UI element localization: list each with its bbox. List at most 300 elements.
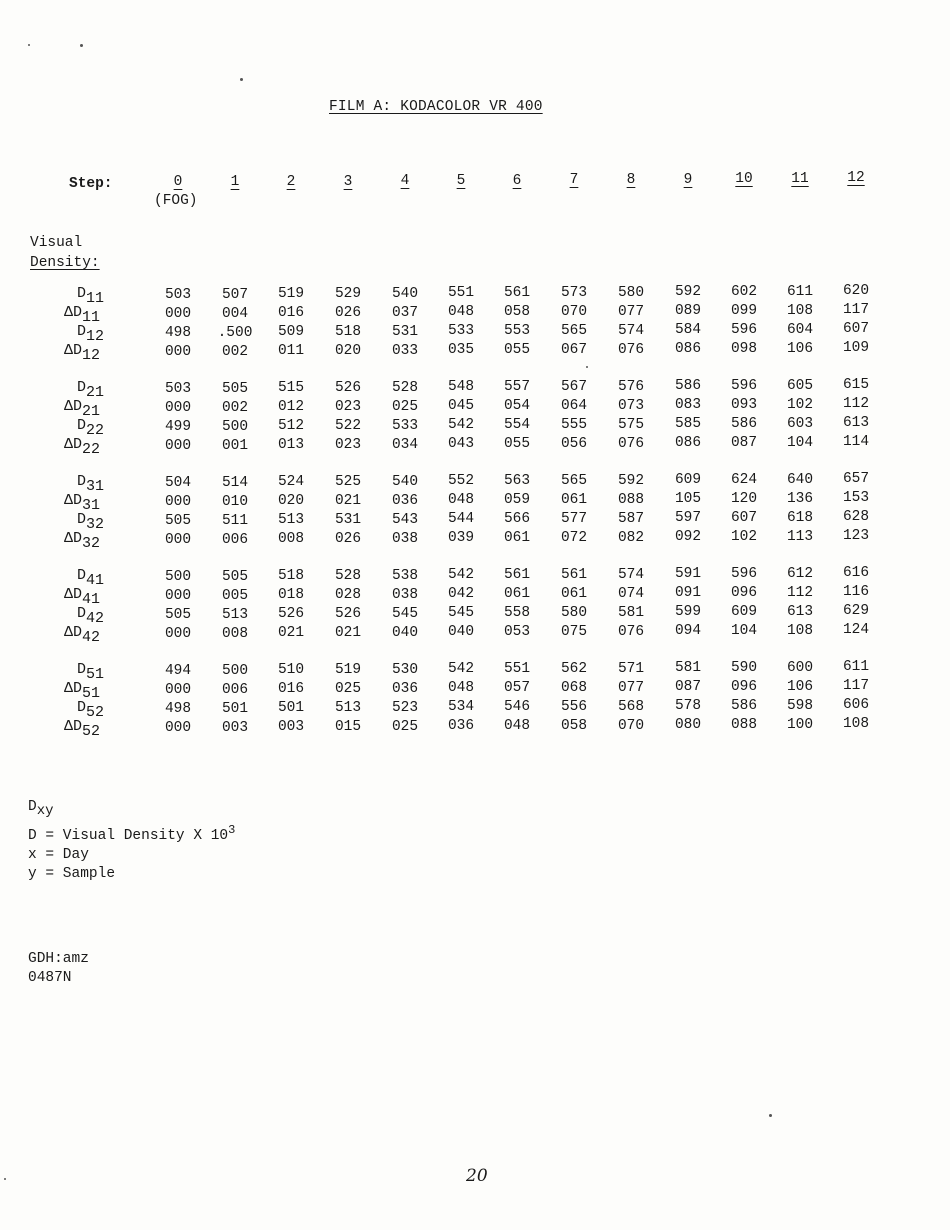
table-cell: 048 bbox=[447, 492, 475, 508]
table-cell: 529 bbox=[334, 286, 362, 302]
table-cell: 563 bbox=[503, 473, 531, 489]
table-cell: 545 bbox=[391, 606, 419, 622]
table-cell: 504 bbox=[164, 475, 192, 491]
table-cell: 544 bbox=[447, 511, 475, 527]
table-cell: 577 bbox=[560, 511, 588, 527]
table-cell: 073 bbox=[617, 398, 645, 414]
table-cell: 093 bbox=[730, 397, 758, 413]
row-label-symbol: ΔD bbox=[64, 304, 83, 321]
table-cell: 015 bbox=[334, 719, 362, 735]
table-cell: 076 bbox=[617, 342, 645, 358]
table-cell: 109 bbox=[842, 340, 870, 356]
table-cell: 025 bbox=[391, 399, 419, 415]
table-cell: 068 bbox=[560, 680, 588, 696]
table-cell: 546 bbox=[503, 699, 531, 715]
table-cell: 629 bbox=[842, 603, 870, 619]
table-cell: 108 bbox=[786, 303, 814, 319]
step-header: 10 bbox=[735, 171, 753, 187]
table-cell: 054 bbox=[503, 398, 531, 414]
table-cell: 048 bbox=[447, 304, 475, 320]
table-cell: 540 bbox=[391, 474, 419, 490]
table-cell: 561 bbox=[503, 285, 531, 301]
legend-d-exponent: 3 bbox=[228, 823, 236, 837]
table-cell: 058 bbox=[560, 718, 588, 734]
row-label bbox=[64, 718, 144, 740]
table-cell: 035 bbox=[447, 342, 475, 358]
table-cell: 606 bbox=[842, 697, 870, 713]
legend-d-text: D = Visual Density X 10 bbox=[28, 828, 229, 844]
table-cell: 522 bbox=[334, 418, 362, 434]
table-cell: 083 bbox=[674, 397, 702, 413]
table-cell: 531 bbox=[391, 324, 419, 340]
table-cell: 117 bbox=[842, 678, 870, 694]
row-label-symbol: D bbox=[77, 323, 87, 340]
table-cell: 585 bbox=[674, 416, 702, 432]
table-cell: 020 bbox=[334, 343, 362, 359]
table-cell: 106 bbox=[786, 341, 814, 357]
table-cell: 505 bbox=[164, 607, 192, 623]
table-cell: 123 bbox=[842, 528, 870, 544]
legend bbox=[28, 798, 235, 884]
row-label-subscript: 12 bbox=[82, 347, 101, 364]
table-cell: 038 bbox=[391, 587, 419, 603]
table-cell: 609 bbox=[730, 604, 758, 620]
table-cell: 533 bbox=[391, 418, 419, 434]
table-cell: 072 bbox=[560, 530, 588, 546]
row-label-symbol: ΔD bbox=[64, 492, 83, 509]
table-cell: 000 bbox=[164, 306, 192, 322]
table-cell: 567 bbox=[560, 379, 588, 395]
footer-initials bbox=[28, 950, 89, 988]
table-cell: 596 bbox=[730, 566, 758, 582]
table-cell: 599 bbox=[674, 604, 702, 620]
table-cell: 120 bbox=[730, 491, 758, 507]
table-cell: 513 bbox=[277, 512, 305, 528]
table-cell: 586 bbox=[674, 378, 702, 394]
table-cell: 609 bbox=[674, 472, 702, 488]
table-cell: 542 bbox=[447, 567, 475, 583]
table-cell: 505 bbox=[221, 381, 249, 397]
row-label-subscript: 12 bbox=[86, 328, 105, 345]
table-cell: 602 bbox=[730, 284, 758, 300]
table-cell: 039 bbox=[447, 530, 475, 546]
table-cell: 498 bbox=[164, 325, 192, 341]
row-label-subscript: 51 bbox=[86, 666, 105, 683]
table-cell: 136 bbox=[786, 491, 814, 507]
table-cell: 513 bbox=[221, 607, 249, 623]
table-cell: 116 bbox=[842, 584, 870, 600]
step-label: Step: bbox=[69, 176, 113, 192]
row-label-subscript: 52 bbox=[82, 723, 101, 740]
row-label-subscript: 51 bbox=[82, 685, 101, 702]
row-label-subscript: 21 bbox=[86, 384, 105, 401]
table-cell: 613 bbox=[842, 415, 870, 431]
table-cell: 153 bbox=[842, 490, 870, 506]
table-cell: 025 bbox=[334, 681, 362, 697]
table-cell: 061 bbox=[560, 492, 588, 508]
table-cell: 597 bbox=[674, 510, 702, 526]
table-cell: 076 bbox=[617, 436, 645, 452]
table-cell: 055 bbox=[503, 436, 531, 452]
table-cell: 526 bbox=[334, 380, 362, 396]
table-cell: 611 bbox=[842, 659, 870, 675]
table-cell: 086 bbox=[674, 341, 702, 357]
row-label-subscript: 31 bbox=[82, 497, 101, 514]
table-cell: 519 bbox=[334, 662, 362, 678]
table-cell: 056 bbox=[560, 436, 588, 452]
table-cell: 113 bbox=[786, 529, 814, 545]
table-cell: 003 bbox=[221, 720, 249, 736]
table-cell: 091 bbox=[674, 585, 702, 601]
table-cell: 040 bbox=[447, 624, 475, 640]
table-cell: 580 bbox=[560, 605, 588, 621]
table-cell: 112 bbox=[786, 585, 814, 601]
step-header: 11 bbox=[791, 171, 809, 187]
table-cell: 552 bbox=[447, 473, 475, 489]
scan-speck bbox=[240, 78, 243, 81]
table-cell: 021 bbox=[334, 493, 362, 509]
table-row bbox=[0, 528, 950, 552]
visual-density-label bbox=[30, 233, 100, 273]
table-cell: 586 bbox=[730, 416, 758, 432]
table-cell: 618 bbox=[786, 510, 814, 526]
scan-speck bbox=[4, 1178, 6, 1180]
table-cell: 581 bbox=[617, 605, 645, 621]
table-cell: 565 bbox=[560, 473, 588, 489]
table-cell: 070 bbox=[617, 718, 645, 734]
table-cell: 099 bbox=[730, 303, 758, 319]
table-cell: 059 bbox=[503, 492, 531, 508]
table-cell: 534 bbox=[447, 699, 475, 715]
table-cell: 591 bbox=[674, 566, 702, 582]
table-cell: 025 bbox=[391, 719, 419, 735]
row-label bbox=[64, 342, 144, 364]
table-cell: 509 bbox=[277, 324, 305, 340]
table-cell: 048 bbox=[503, 718, 531, 734]
table-cell: 657 bbox=[842, 471, 870, 487]
table-cell: 061 bbox=[503, 586, 531, 602]
table-cell: 011 bbox=[277, 343, 305, 359]
table-cell: 533 bbox=[447, 323, 475, 339]
legend-dxy-prefix: D bbox=[28, 799, 37, 815]
table-cell: 628 bbox=[842, 509, 870, 525]
table-cell: 098 bbox=[730, 341, 758, 357]
table-cell: 584 bbox=[674, 322, 702, 338]
table-cell: 088 bbox=[730, 717, 758, 733]
legend-d-line bbox=[28, 821, 235, 846]
table-cell: 077 bbox=[617, 680, 645, 696]
table-cell: 505 bbox=[164, 513, 192, 529]
table-cell: 008 bbox=[221, 626, 249, 642]
table-cell: 511 bbox=[221, 513, 249, 529]
table-cell: 530 bbox=[391, 662, 419, 678]
table-cell: 514 bbox=[221, 475, 249, 491]
table-cell: 102 bbox=[786, 397, 814, 413]
table-cell: 105 bbox=[674, 491, 702, 507]
table-cell: 000 bbox=[164, 494, 192, 510]
table-cell: 070 bbox=[560, 304, 588, 320]
table-cell: 023 bbox=[334, 437, 362, 453]
table-cell: 075 bbox=[560, 624, 588, 640]
page-number: 20 bbox=[466, 1166, 488, 1186]
table-cell: 058 bbox=[503, 304, 531, 320]
table-cell: 002 bbox=[221, 344, 249, 360]
table-cell: 034 bbox=[391, 437, 419, 453]
table-cell: 615 bbox=[842, 377, 870, 393]
table-cell: 061 bbox=[560, 586, 588, 602]
table-cell: 525 bbox=[334, 474, 362, 490]
table-cell: 624 bbox=[730, 472, 758, 488]
table-cell: 036 bbox=[447, 718, 475, 734]
table-cell: 092 bbox=[674, 529, 702, 545]
row-label-subscript: 41 bbox=[86, 572, 105, 589]
step-header: 6 bbox=[512, 173, 522, 189]
table-cell: 503 bbox=[164, 381, 192, 397]
table-cell: 000 bbox=[164, 682, 192, 698]
table-cell: 505 bbox=[221, 569, 249, 585]
table-cell: 117 bbox=[842, 302, 870, 318]
scan-speck bbox=[769, 1114, 772, 1117]
table-cell: 551 bbox=[503, 661, 531, 677]
table-cell: 501 bbox=[277, 700, 305, 716]
table-cell: 500 bbox=[164, 569, 192, 585]
step-header: 4 bbox=[400, 173, 410, 189]
table-cell: 562 bbox=[560, 661, 588, 677]
table-cell: 008 bbox=[277, 531, 305, 547]
table-cell: 000 bbox=[164, 344, 192, 360]
table-cell: 000 bbox=[164, 626, 192, 642]
table-cell: 106 bbox=[786, 679, 814, 695]
table-cell: 042 bbox=[447, 586, 475, 602]
table-row bbox=[0, 434, 950, 458]
table-cell: 555 bbox=[560, 417, 588, 433]
table-cell: 586 bbox=[730, 698, 758, 714]
row-label-symbol: D bbox=[77, 699, 87, 716]
table-cell: 104 bbox=[786, 435, 814, 451]
table-cell: 503 bbox=[164, 287, 192, 303]
table-cell: 001 bbox=[221, 438, 249, 454]
row-label-subscript: 11 bbox=[82, 309, 101, 326]
row-label-subscript: 31 bbox=[86, 478, 105, 495]
table-cell: 000 bbox=[164, 588, 192, 604]
table-cell: 600 bbox=[786, 660, 814, 676]
row-label bbox=[64, 530, 144, 552]
table-cell: 538 bbox=[391, 568, 419, 584]
table-cell: 551 bbox=[447, 285, 475, 301]
step-header: 12 bbox=[847, 170, 865, 186]
table-cell: 494 bbox=[164, 663, 192, 679]
row-label-symbol: D bbox=[77, 417, 87, 434]
table-cell: 013 bbox=[277, 437, 305, 453]
table-cell: 542 bbox=[447, 661, 475, 677]
table-cell: 048 bbox=[447, 680, 475, 696]
row-label bbox=[64, 436, 144, 458]
table-cell: 513 bbox=[334, 700, 362, 716]
step-header: 8 bbox=[626, 172, 636, 188]
table-cell: 526 bbox=[334, 606, 362, 622]
table-cell: 640 bbox=[786, 472, 814, 488]
table-cell: 080 bbox=[674, 717, 702, 733]
row-label-symbol: D bbox=[77, 473, 87, 490]
table-cell: 053 bbox=[503, 624, 531, 640]
table-cell: 515 bbox=[277, 380, 305, 396]
table-cell: 074 bbox=[617, 586, 645, 602]
row-label-symbol: D bbox=[77, 511, 87, 528]
row-label-subscript: 21 bbox=[82, 403, 101, 420]
table-cell: 040 bbox=[391, 625, 419, 641]
table-cell: 578 bbox=[674, 698, 702, 714]
row-label-symbol: ΔD bbox=[64, 718, 83, 735]
row-label-symbol: D bbox=[77, 661, 87, 678]
table-cell: 620 bbox=[842, 283, 870, 299]
table-cell: 612 bbox=[786, 566, 814, 582]
row-label-symbol: ΔD bbox=[64, 530, 83, 547]
table-cell: 528 bbox=[391, 380, 419, 396]
table-cell: 531 bbox=[334, 512, 362, 528]
table-cell: 036 bbox=[391, 681, 419, 697]
table-cell: 043 bbox=[447, 436, 475, 452]
legend-dxy bbox=[28, 798, 235, 821]
table-cell: 616 bbox=[842, 565, 870, 581]
table-cell: 021 bbox=[334, 625, 362, 641]
table-cell: 548 bbox=[447, 379, 475, 395]
table-cell: 067 bbox=[560, 342, 588, 358]
table-cell: 545 bbox=[447, 605, 475, 621]
table-cell: 528 bbox=[334, 568, 362, 584]
step-header: 3 bbox=[343, 174, 353, 190]
table-cell: 603 bbox=[786, 416, 814, 432]
table-row bbox=[0, 340, 950, 364]
row-label-subscript: 32 bbox=[82, 535, 101, 552]
table-cell: 124 bbox=[842, 622, 870, 638]
table-cell: 607 bbox=[842, 321, 870, 337]
table-cell: 077 bbox=[617, 304, 645, 320]
table-row bbox=[0, 716, 950, 740]
row-label-symbol: ΔD bbox=[64, 680, 83, 697]
table-cell: 016 bbox=[277, 681, 305, 697]
row-label-subscript: 22 bbox=[82, 441, 101, 458]
table-cell: 000 bbox=[164, 400, 192, 416]
step-header: 5 bbox=[456, 173, 466, 189]
table-row bbox=[0, 622, 950, 646]
table-cell: 554 bbox=[503, 417, 531, 433]
table-cell: 108 bbox=[842, 716, 870, 732]
visual-label: Visual bbox=[30, 235, 83, 251]
step-header: 9 bbox=[683, 172, 693, 188]
row-label-symbol: D bbox=[77, 605, 87, 622]
table-cell: 061 bbox=[503, 530, 531, 546]
table-cell: 557 bbox=[503, 379, 531, 395]
row-label-subscript: 52 bbox=[86, 704, 105, 721]
table-cell: 020 bbox=[277, 493, 305, 509]
table-cell: 087 bbox=[730, 435, 758, 451]
row-label-symbol: D bbox=[77, 285, 87, 302]
table-cell: 518 bbox=[277, 568, 305, 584]
row-label-symbol: ΔD bbox=[64, 436, 83, 453]
table-cell: 037 bbox=[391, 305, 419, 321]
table-cell: 498 bbox=[164, 701, 192, 717]
table-cell: 605 bbox=[786, 378, 814, 394]
table-cell: 028 bbox=[334, 587, 362, 603]
table-cell: 565 bbox=[560, 323, 588, 339]
table-cell: 033 bbox=[391, 343, 419, 359]
table-cell: 096 bbox=[730, 679, 758, 695]
table-cell: 499 bbox=[164, 419, 192, 435]
table-cell: 006 bbox=[221, 532, 249, 548]
table-cell: 587 bbox=[617, 511, 645, 527]
step-header: 1 bbox=[230, 174, 240, 190]
row-label-subscript: 41 bbox=[82, 591, 101, 608]
table-cell: 004 bbox=[221, 306, 249, 322]
table-cell: 556 bbox=[560, 699, 588, 715]
table-cell: 596 bbox=[730, 378, 758, 394]
row-label-subscript: 22 bbox=[86, 422, 105, 439]
table-cell: 000 bbox=[164, 720, 192, 736]
table-cell: 005 bbox=[221, 588, 249, 604]
table-cell: 057 bbox=[503, 680, 531, 696]
table-cell: 526 bbox=[277, 606, 305, 622]
table-cell: 094 bbox=[674, 623, 702, 639]
table-cell: 561 bbox=[503, 567, 531, 583]
table-cell: 104 bbox=[730, 623, 758, 639]
table-cell: 064 bbox=[560, 398, 588, 414]
table-cell: 576 bbox=[617, 379, 645, 395]
footer-line-2: 0487N bbox=[28, 970, 72, 986]
table-cell: 574 bbox=[617, 567, 645, 583]
table-cell: 114 bbox=[842, 434, 870, 450]
table-cell: 086 bbox=[674, 435, 702, 451]
table-cell: 026 bbox=[334, 531, 362, 547]
table-cell: 076 bbox=[617, 624, 645, 640]
fog-label: (FOG) bbox=[154, 193, 198, 209]
table-cell: 575 bbox=[617, 417, 645, 433]
table-cell: 038 bbox=[391, 531, 419, 547]
step-header: 2 bbox=[286, 174, 296, 190]
table-cell: 003 bbox=[277, 719, 305, 735]
table-cell: 524 bbox=[277, 474, 305, 490]
table-cell: 540 bbox=[391, 286, 419, 302]
row-label-symbol: D bbox=[77, 567, 87, 584]
table-cell: 112 bbox=[842, 396, 870, 412]
table-cell: 512 bbox=[277, 418, 305, 434]
table-cell: 581 bbox=[674, 660, 702, 676]
row-label-subscript: 42 bbox=[82, 629, 101, 646]
table-cell: 604 bbox=[786, 322, 814, 338]
row-label-symbol: D bbox=[77, 379, 87, 396]
table-cell: 010 bbox=[221, 494, 249, 510]
table-cell: 596 bbox=[730, 322, 758, 338]
legend-y-line: y = Sample bbox=[28, 866, 116, 882]
table-cell: 045 bbox=[447, 398, 475, 414]
density-label: Density: bbox=[30, 255, 100, 271]
table-cell: 102 bbox=[730, 529, 758, 545]
table-cell: 590 bbox=[730, 660, 758, 676]
row-label-subscript: 42 bbox=[86, 610, 105, 627]
footer-line-1: GDH:amz bbox=[28, 951, 89, 967]
table-cell: 006 bbox=[221, 682, 249, 698]
row-label-symbol: ΔD bbox=[64, 586, 83, 603]
table-cell: 558 bbox=[503, 605, 531, 621]
scan-speck bbox=[28, 44, 30, 46]
row-label-symbol: ΔD bbox=[64, 624, 83, 641]
table-cell: 055 bbox=[503, 342, 531, 358]
table-cell: 501 bbox=[221, 701, 249, 717]
table-cell: 016 bbox=[277, 305, 305, 321]
table-cell: 519 bbox=[277, 286, 305, 302]
table-cell: 026 bbox=[334, 305, 362, 321]
row-label-symbol: ΔD bbox=[64, 342, 83, 359]
table-cell: 500 bbox=[221, 663, 249, 679]
